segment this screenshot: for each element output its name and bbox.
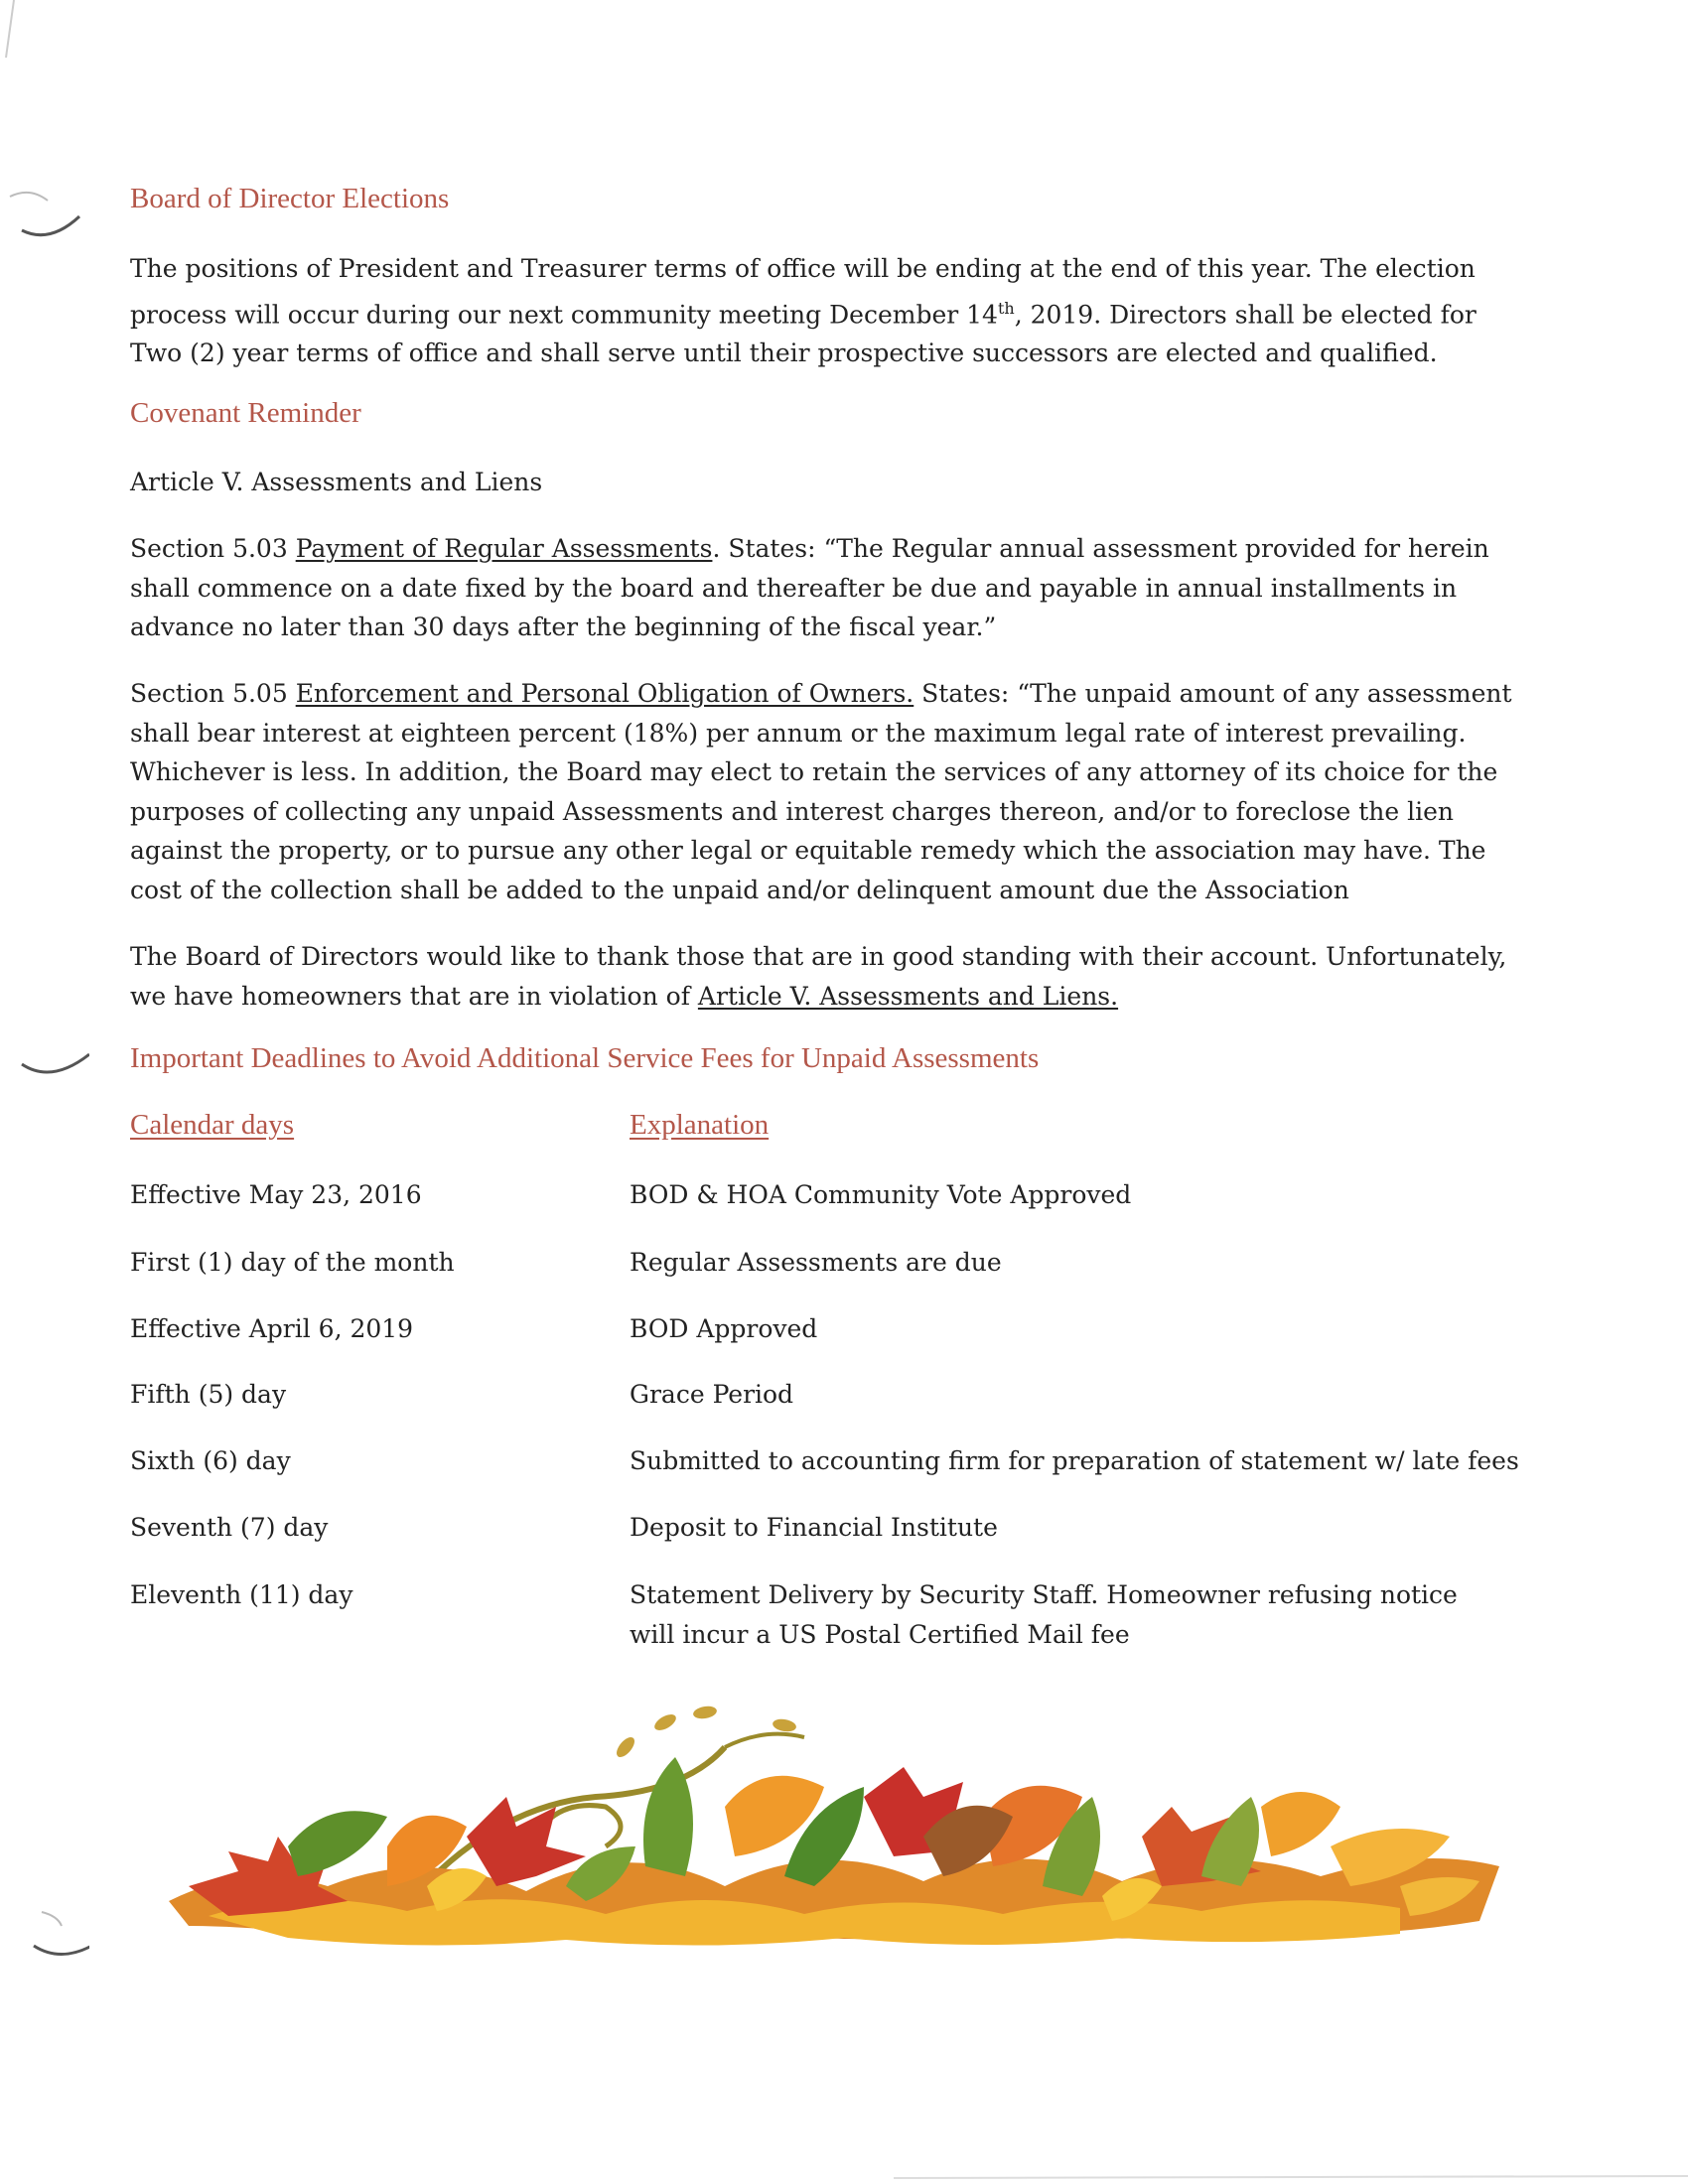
explanation-header: Explanation <box>630 1109 770 1141</box>
section-503-paragraph: Section 5.03 Payment of Regular Assessments. States: “The Regular annual assessment provided for herein shall commence on a date fixed by the board and thereafter be due and payable in annual installments in advance no later than 30 days after the beginning of the fiscal year.” <box>130 534 1489 641</box>
deadline-explanation: Regular Assessments are due <box>630 1248 1002 1277</box>
binder-hole-mark-icon <box>0 1886 89 1966</box>
covenant-heading: Covenant Reminder <box>130 397 361 429</box>
deadline-explanation: Grace Period <box>630 1380 794 1409</box>
autumn-leaves-border-icon <box>169 1688 1509 1966</box>
deadline-day: Sixth (6) day <box>130 1446 291 1475</box>
deadline-day: Seventh (7) day <box>130 1513 329 1542</box>
deadline-explanation: Submitted to accounting firm for preparation of statement w/ late fees <box>630 1446 1519 1475</box>
deadline-day: Eleventh (11) day <box>130 1580 353 1609</box>
elections-paragraph: The positions of President and Treasurer terms of office will be ending at the end of this year. The election process will occur during our next community meeting December 14th, 2019. Directors shall be elected for Two (2) year terms of office and shall serve until their prospective successors are elected and qualified. <box>130 254 1477 368</box>
thanks-paragraph: The Board of Directors would like to thank those that are in good standing with their account. Unfortunately, we have homeowners that are in violation of Article V. Assessments and Liens. <box>130 942 1507 1011</box>
deadline-day: Fifth (5) day <box>130 1380 287 1409</box>
deadline-explanation: Statement Delivery by Security Staff. Homeowner refusing notice will incur a US Postal Certified Mail fee <box>630 1580 1458 1649</box>
binder-hole-mark-icon <box>0 1023 89 1102</box>
deadline-day: Effective April 6, 2019 <box>130 1314 414 1343</box>
deadline-explanation: BOD Approved <box>630 1314 818 1343</box>
binder-hole-mark-icon <box>0 179 89 258</box>
deadlines-heading: Important Deadlines to Avoid Additional Service Fees for Unpaid Assessments <box>130 1042 1040 1074</box>
article-title: Article V. Assessments and Liens <box>130 468 543 496</box>
deadline-day: Effective May 23, 2016 <box>130 1180 422 1209</box>
scan-edge-mark <box>0 0 20 60</box>
deadline-day: First (1) day of the month <box>130 1248 455 1277</box>
scan-edge-mark <box>894 2172 1688 2184</box>
calendar-days-header: Calendar days <box>130 1109 295 1141</box>
elections-heading: Board of Director Elections <box>130 183 450 214</box>
section-505-paragraph: Section 5.05 Enforcement and Personal Obligation of Owners. States: “The unpaid amount of any assessment shall bear interest at eighteen percent (18%) per annum or the maximum legal rate of interest prevailing. Whichever is less. In addition, the Board may elect to retain the services of any attorney of its choice for the purposes of collecting any unpaid Assessments and interest charges thereon, and/or to foreclose the lien against the property, or to pursue any other legal or equitable remedy which the association may have. The cost of the collection shall be added to the unpaid and/or delinquent amount due the Association <box>130 679 1512 904</box>
deadline-explanation: BOD & HOA Community Vote Approved <box>630 1180 1132 1209</box>
deadline-explanation: Deposit to Financial Institute <box>630 1513 998 1542</box>
